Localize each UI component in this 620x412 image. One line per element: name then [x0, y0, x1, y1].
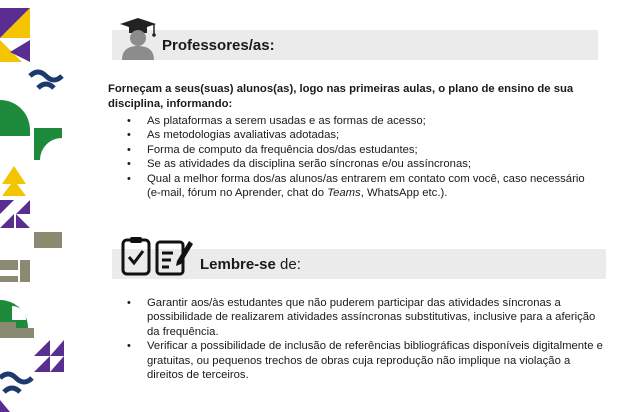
lembre-list	[127, 296, 607, 382]
list-item: • As metodologias avaliativas adotadas;	[127, 128, 597, 142]
list-item	[127, 172, 597, 201]
list-item: • Forma de computo da frequência dos/das estudantes;	[127, 143, 597, 157]
list-item: • Verificar a possibilidade de inclusão de referências bibliográficas disponíveis digitalmente e gratuitas, ou pequenos trechos de obras cuja reprodução não implique na violação a direitos de terceiros.	[127, 339, 607, 382]
list-item-text: Qual a melhor forma dos/as alunos/as entrarem em contato com você, caso necessário (e-mail, fórum no Aprender, chat do	[147, 172, 585, 200]
list-item-italic: Teams	[327, 187, 361, 200]
professores-list	[127, 114, 597, 200]
list-item: • Se as atividades da disciplina serão síncronas e/ou assíncronas;	[127, 157, 597, 171]
checklist-edit-icon	[121, 237, 193, 277]
graduate-person-icon	[116, 16, 160, 60]
list-item-text-end: , WhatsApp etc.).	[360, 187, 448, 200]
decorative-pattern	[0, 0, 72, 412]
section-title-bold: Lembre-se	[200, 256, 276, 273]
section-title: Professores/as:	[162, 37, 275, 54]
intro-paragraph: Forneçam a seus(suas) alunos(as), logo nas primeiras aulas, o plano de ensino de sua disciplina, informando:	[108, 83, 574, 110]
list-item: • As plataformas a serem usadas e as formas de acesso;	[127, 114, 597, 128]
section-title-lembre	[200, 256, 301, 273]
list-item: • Garantir aos/às estudantes que não puderem participar das atividades síncronas a possibilidade de realizarem atividades assíncronas substitutivas, inclusive para a aferição da frequência.	[127, 296, 607, 339]
section-title-rest: de:	[275, 256, 301, 273]
